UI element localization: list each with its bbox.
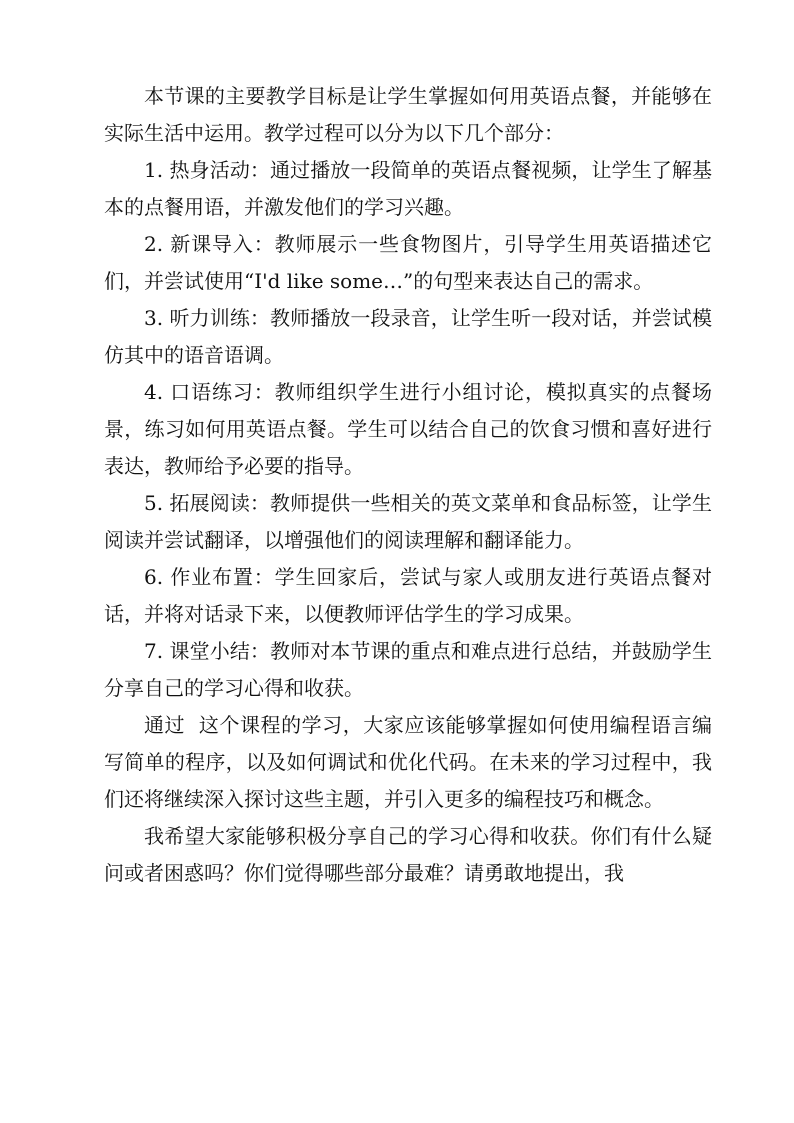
paragraph-closing: 我希望大家能够积极分享自己的学习心得和收获。你们有什么疑问或者困惑吗？你们觉得哪些部分最难？请勇敢地提出，我 [104,824,712,885]
paragraph-listening: 3. 听力训练：教师播放一段录音，让学生听一段对话，并尝试模仿其中的语音语调。 [104,306,712,367]
document-body [104,78,712,892]
paragraph-homework: 6. 作业布置：学生回家后，尝试与家人或朋友进行英语点餐对话，并将对话录下来，以便教师评估学生的学习成果。 [104,565,712,626]
paragraph-warmup: 1. 热身活动：通过播放一段简单的英语点餐视频，让学生了解基本的点餐用语，并激发他们的学习兴趣。 [104,158,712,219]
paragraph-reading: 5. 拓展阅读：教师提供一些相关的英文菜单和食品标签，让学生阅读并尝试翻译，以增强他们的阅读理解和翻译能力。 [104,491,712,552]
paragraph-speaking: 4. 口语练习：教师组织学生进行小组讨论，模拟真实的点餐场景，练习如何用英语点餐。学生可以结合自己的饮食习惯和喜好进行表达，教师给予必要的指导。 [104,380,712,478]
paragraph-programming: 通过 这个课程的学习，大家应该能够掌握如何使用编程语言编写简单的程序，以及如何调试和优化代码。在未来的学习过程中，我们还将继续深入探讨这些主题，并引入更多的编程技巧和概念。 [104,713,712,811]
paragraph-summary: 7. 课堂小结：教师对本节课的重点和难点进行总结，并鼓励学生分享自己的学习心得和收获。 [104,639,712,700]
paragraph-intro: 本节课的主要教学目标是让学生掌握如何用英语点餐，并能够在实际生活中运用。教学过程可以分为以下几个部分： [104,84,712,145]
paragraph-new-lesson: 2. 新课导入：教师展示一些食物图片，引导学生用英语描述它们，并尝试使用“I'd like some…”的句型来表达自己的需求。 [104,232,712,293]
